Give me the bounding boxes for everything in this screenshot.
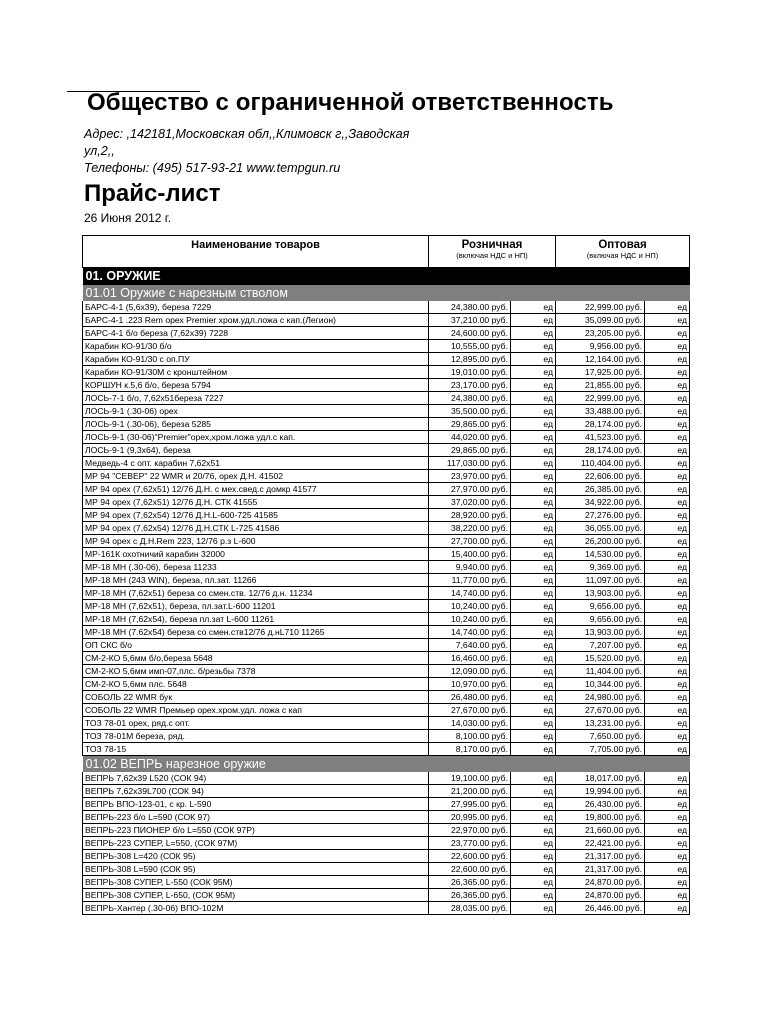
wholesale-price: 13,231.00 руб. [556, 717, 645, 730]
wholesale-price: 18,017.00 руб. [556, 772, 645, 785]
wholesale-unit: ед [645, 678, 690, 691]
retail-price: 38,220.00 руб. [429, 522, 511, 535]
product-name: БАРС-4-1 .223 Rem орех Premier хром.удл.ложа с кап.(Легион) [83, 314, 429, 327]
header-wholesale-label: Оптовая [598, 239, 647, 251]
retail-unit: ед [511, 444, 556, 457]
retail-unit: ед [511, 522, 556, 535]
retail-price: 23,170.00 руб. [429, 379, 511, 392]
retail-unit: ед [511, 327, 556, 340]
address-line-2: ул,2,, [84, 144, 115, 158]
wholesale-price: 41,523.00 руб. [556, 431, 645, 444]
wholesale-unit: ед [645, 665, 690, 678]
table-row [83, 785, 690, 798]
wholesale-unit: ед [645, 626, 690, 639]
product-name: ВЕПРЬ-223 СУПЕР, L=550, (СОК 97М) [83, 837, 429, 850]
retail-unit: ед [511, 548, 556, 561]
retail-price: 8,170.00 руб. [429, 743, 511, 756]
product-name: ВЕПРЬ-223 ПИОНЕР б/о L=550 (СОК 97Р) [83, 824, 429, 837]
wholesale-price: 24,870.00 руб. [556, 889, 645, 902]
retail-price: 27,670.00 руб. [429, 704, 511, 717]
retail-unit: ед [511, 902, 556, 915]
table-row [83, 798, 690, 811]
retail-price: 22,600.00 руб. [429, 863, 511, 876]
wholesale-unit: ед [645, 743, 690, 756]
retail-unit: ед [511, 863, 556, 876]
group-title: 01.01 Оружие с нарезным стволом [83, 285, 690, 301]
wholesale-price: 21,317.00 руб. [556, 850, 645, 863]
retail-unit: ед [511, 314, 556, 327]
retail-price: 10,555.00 руб. [429, 340, 511, 353]
product-name: МР 94 орех (7,62х54) 12/76 Д.Н.L-600-725 41585 [83, 509, 429, 522]
retail-price: 24,380.00 руб. [429, 392, 511, 405]
retail-unit: ед [511, 340, 556, 353]
wholesale-price: 26,385.00 руб. [556, 483, 645, 496]
wholesale-unit: ед [645, 639, 690, 652]
table-row [83, 314, 690, 327]
table-row [83, 457, 690, 470]
wholesale-price: 28,174.00 руб. [556, 418, 645, 431]
wholesale-price: 13,903.00 руб. [556, 626, 645, 639]
category-title: 01. ОРУЖИЕ [83, 268, 690, 286]
table-row [83, 639, 690, 652]
table-row [83, 470, 690, 483]
table-row [83, 600, 690, 613]
wholesale-price: 27,670.00 руб. [556, 704, 645, 717]
product-name: ЛОСЬ-9-1 (.30-06) орех [83, 405, 429, 418]
header-retail-label: Розничная [461, 239, 523, 251]
wholesale-price: 21,855.00 руб. [556, 379, 645, 392]
product-name: ЛОСЬ-9-1 (30-06)"Premier"орех,хром.ложа удл.с кап. [83, 431, 429, 444]
wholesale-unit: ед [645, 418, 690, 431]
product-name: ТОЗ 78-15 [83, 743, 429, 756]
table-row [83, 691, 690, 704]
group-row [83, 756, 690, 773]
table-row [83, 902, 690, 915]
product-name: МР-18 МН (7,62х51), береза, пл.зат.L-600 11201 [83, 600, 429, 613]
wholesale-unit: ед [645, 561, 690, 574]
retail-unit: ед [511, 730, 556, 743]
table-row [83, 837, 690, 850]
retail-price: 15,400.00 руб. [429, 548, 511, 561]
product-name: СМ-2-КО 5,6мм имп-07,плс. б/резьбы 7378 [83, 665, 429, 678]
wholesale-unit: ед [645, 902, 690, 915]
price-date: 26 Июня 2012 г. [84, 211, 172, 225]
retail-price: 22,970.00 руб. [429, 824, 511, 837]
table-row [83, 876, 690, 889]
table-header [83, 236, 690, 268]
table-row [83, 535, 690, 548]
retail-price: 37,210.00 руб. [429, 314, 511, 327]
wholesale-price: 21,317.00 руб. [556, 863, 645, 876]
wholesale-unit: ед [645, 522, 690, 535]
retail-price: 27,995.00 руб. [429, 798, 511, 811]
wholesale-unit: ед [645, 824, 690, 837]
retail-unit: ед [511, 785, 556, 798]
wholesale-unit: ед [645, 327, 690, 340]
wholesale-unit: ед [645, 691, 690, 704]
wholesale-unit: ед [645, 772, 690, 785]
product-name: ВЕПРЬ ВПО-123-01, с кр. L-590 [83, 798, 429, 811]
table-row [83, 366, 690, 379]
product-name: Карабин КО-91/30М с кронштейном [83, 366, 429, 379]
wholesale-price: 34,922.00 руб. [556, 496, 645, 509]
wholesale-unit: ед [645, 509, 690, 522]
header-name: Наименование товаров [83, 236, 429, 268]
retail-unit: ед [511, 301, 556, 314]
wholesale-price: 11,404.00 руб. [556, 665, 645, 678]
retail-price: 29,865.00 руб. [429, 444, 511, 457]
wholesale-unit: ед [645, 470, 690, 483]
wholesale-unit: ед [645, 548, 690, 561]
table-row [83, 704, 690, 717]
retail-price: 37,020.00 руб. [429, 496, 511, 509]
wholesale-unit: ед [645, 837, 690, 850]
product-name: МР 94 орех с Д.Н.Rem 223, 12/76 р.з L-600 [83, 535, 429, 548]
table-row [83, 626, 690, 639]
retail-unit: ед [511, 392, 556, 405]
retail-price: 117,030.00 руб. [429, 457, 511, 470]
header-retail-sub: (включая НДС и НП) [456, 251, 528, 260]
retail-price: 24,600.00 руб. [429, 327, 511, 340]
retail-unit: ед [511, 574, 556, 587]
wholesale-price: 9,656.00 руб. [556, 613, 645, 626]
product-name: ОП СКС б/о [83, 639, 429, 652]
retail-price: 20,995.00 руб. [429, 811, 511, 824]
table-row [83, 652, 690, 665]
product-name: СМ-2-КО 5,6мм б/о,береза 5648 [83, 652, 429, 665]
retail-price: 26,365.00 руб. [429, 889, 511, 902]
wholesale-price: 33,488.00 руб. [556, 405, 645, 418]
retail-price: 27,970.00 руб. [429, 483, 511, 496]
wholesale-price: 22,421.00 руб. [556, 837, 645, 850]
wholesale-unit: ед [645, 704, 690, 717]
wholesale-price: 28,174.00 руб. [556, 444, 645, 457]
address-line: Адрес: ,142181,Московская обл,,Климовск г,,Заводская [84, 127, 410, 141]
product-name: МР 94 орех (7,62х51) 12/76 Д.Н. СТК 41555 [83, 496, 429, 509]
retail-unit: ед [511, 876, 556, 889]
wholesale-price: 14,530.00 руб. [556, 548, 645, 561]
retail-price: 10,970.00 руб. [429, 678, 511, 691]
retail-unit: ед [511, 798, 556, 811]
product-name: ВЕПРЬ 7,62х39 L520 (СОК 94) [83, 772, 429, 785]
table-row [83, 743, 690, 756]
wholesale-price: 27,276.00 руб. [556, 509, 645, 522]
table-row [83, 509, 690, 522]
product-name: ВЕПРЬ-Хантер (.30-06) ВПО-102М [83, 902, 429, 915]
retail-unit: ед [511, 470, 556, 483]
product-name: Карабин КО-91/30 б/о [83, 340, 429, 353]
retail-unit: ед [511, 353, 556, 366]
product-name: БАРС-4-1 б/о береза (7,62х39) 7228 [83, 327, 429, 340]
wholesale-unit: ед [645, 587, 690, 600]
wholesale-unit: ед [645, 876, 690, 889]
wholesale-unit: ед [645, 600, 690, 613]
product-name: ВЕПРЬ-308 СУПЕР, L-550 (СОК 95М) [83, 876, 429, 889]
table-row [83, 327, 690, 340]
wholesale-price: 7,650.00 руб. [556, 730, 645, 743]
wholesale-unit: ед [645, 340, 690, 353]
wholesale-price: 23,205.00 руб. [556, 327, 645, 340]
wholesale-unit: ед [645, 535, 690, 548]
retail-unit: ед [511, 496, 556, 509]
retail-unit: ед [511, 704, 556, 717]
wholesale-unit: ед [645, 850, 690, 863]
wholesale-unit: ед [645, 301, 690, 314]
wholesale-price: 12,164.00 руб. [556, 353, 645, 366]
retail-price: 23,770.00 руб. [429, 837, 511, 850]
retail-price: 9,940.00 руб. [429, 561, 511, 574]
product-name: МР-18 МН (7,62х51) береза со смен.ств. 12/76 д.н. 11234 [83, 587, 429, 600]
table-row [83, 665, 690, 678]
retail-unit: ед [511, 639, 556, 652]
retail-price: 29,865.00 руб. [429, 418, 511, 431]
table-row [83, 483, 690, 496]
wholesale-price: 22,999.00 руб. [556, 392, 645, 405]
table-row [83, 353, 690, 366]
product-name: БАРС-4-1 (5,6х39), береза 7229 [83, 301, 429, 314]
retail-unit: ед [511, 600, 556, 613]
table-row [83, 379, 690, 392]
retail-price: 12,090.00 руб. [429, 665, 511, 678]
header-wholesale [556, 236, 690, 268]
retail-price: 44,020.00 руб. [429, 431, 511, 444]
product-name: Карабин КО-91/30 с оп.ПУ [83, 353, 429, 366]
group-row [83, 285, 690, 301]
wholesale-price: 26,430.00 руб. [556, 798, 645, 811]
wholesale-price: 35,099.00 руб. [556, 314, 645, 327]
wholesale-price: 22,606.00 руб. [556, 470, 645, 483]
price-table [82, 235, 690, 915]
wholesale-price: 13,903.00 руб. [556, 587, 645, 600]
retail-unit: ед [511, 457, 556, 470]
retail-price: 14,030.00 руб. [429, 717, 511, 730]
retail-unit: ед [511, 743, 556, 756]
table-row [83, 772, 690, 785]
wholesale-price: 11,097.00 руб. [556, 574, 645, 587]
table-row [83, 811, 690, 824]
table-row [83, 340, 690, 353]
retail-unit: ед [511, 811, 556, 824]
retail-price: 19,100.00 руб. [429, 772, 511, 785]
table-row [83, 574, 690, 587]
wholesale-unit: ед [645, 483, 690, 496]
retail-price: 10,240.00 руб. [429, 600, 511, 613]
table-row [83, 889, 690, 902]
wholesale-unit: ед [645, 574, 690, 587]
retail-price: 16,460.00 руб. [429, 652, 511, 665]
table-row [83, 522, 690, 535]
retail-unit: ед [511, 691, 556, 704]
product-name: ВЕПРЬ-308 L=420 (СОК 95) [83, 850, 429, 863]
retail-price: 26,480.00 руб. [429, 691, 511, 704]
retail-price: 19,010.00 руб. [429, 366, 511, 379]
wholesale-unit: ед [645, 652, 690, 665]
group-title: 01.02 ВЕПРЬ нарезное оружие [83, 756, 690, 773]
retail-price: 8,100.00 руб. [429, 730, 511, 743]
table-row [83, 392, 690, 405]
header-retail [429, 236, 556, 268]
retail-price: 27,700.00 руб. [429, 535, 511, 548]
product-name: ЛОСЬ-7-1 б/о, 7,62х51береза 7227 [83, 392, 429, 405]
wholesale-unit: ед [645, 811, 690, 824]
product-name: Медведь-4 с опт. карабин 7,62х51 [83, 457, 429, 470]
retail-unit: ед [511, 772, 556, 785]
product-name: СОБОЛЬ 22 WMR бук [83, 691, 429, 704]
retail-price: 7,640.00 руб. [429, 639, 511, 652]
wholesale-unit: ед [645, 496, 690, 509]
product-name: ВЕПРЬ-308 СУПЕР, L-650, (СОК 95М) [83, 889, 429, 902]
product-name: МР 94 орех (7,62х51) 12/76 Д.Н. с мех.свед.с домкр 41577 [83, 483, 429, 496]
retail-price: 28,920.00 руб. [429, 509, 511, 522]
header-wholesale-sub: (включая НДС и НП) [586, 251, 659, 260]
wholesale-unit: ед [645, 717, 690, 730]
retail-unit: ед [511, 379, 556, 392]
wholesale-unit: ед [645, 379, 690, 392]
retail-price: 11,770.00 руб. [429, 574, 511, 587]
product-name: МР-18 МН (7,62х54), береза пл.зат L-600 11261 [83, 613, 429, 626]
table-row [83, 444, 690, 457]
retail-unit: ед [511, 626, 556, 639]
retail-price: 12,895.00 руб. [429, 353, 511, 366]
product-name: ЛОСЬ-9-1 (.30-06), береза 5285 [83, 418, 429, 431]
wholesale-unit: ед [645, 798, 690, 811]
wholesale-price: 7,705.00 руб. [556, 743, 645, 756]
wholesale-unit: ед [645, 405, 690, 418]
retail-price: 26,365.00 руб. [429, 876, 511, 889]
wholesale-price: 17,925.00 руб. [556, 366, 645, 379]
retail-unit: ед [511, 678, 556, 691]
page-title: Прайс-лист [84, 180, 221, 207]
product-name: МР-18 МН (243 WIN), береза, пл.зат. 11266 [83, 574, 429, 587]
wholesale-unit: ед [645, 366, 690, 379]
retail-price: 21,200.00 руб. [429, 785, 511, 798]
table-row [83, 561, 690, 574]
wholesale-unit: ед [645, 431, 690, 444]
company-name: Общество с ограниченной ответственность [87, 89, 614, 116]
product-name: ТОЗ 78-01М береза, ряд. [83, 730, 429, 743]
contact-block [84, 126, 409, 177]
wholesale-unit: ед [645, 785, 690, 798]
retail-unit: ед [511, 824, 556, 837]
product-name: ТОЗ 78-01 орех, ряд.с опт. [83, 717, 429, 730]
wholesale-price: 9,369.00 руб. [556, 561, 645, 574]
table-row [83, 301, 690, 314]
wholesale-unit: ед [645, 353, 690, 366]
table-row [83, 587, 690, 600]
retail-unit: ед [511, 587, 556, 600]
wholesale-unit: ед [645, 613, 690, 626]
wholesale-price: 24,980.00 руб. [556, 691, 645, 704]
product-name: МР-18 МН (.30-06), береза 11233 [83, 561, 429, 574]
retail-unit: ед [511, 613, 556, 626]
wholesale-price: 10,344.00 руб. [556, 678, 645, 691]
wholesale-price: 7,207.00 руб. [556, 639, 645, 652]
wholesale-price: 21,660.00 руб. [556, 824, 645, 837]
table-row [83, 730, 690, 743]
wholesale-price: 110,404.00 руб. [556, 457, 645, 470]
retail-unit: ед [511, 837, 556, 850]
product-name: МР 94 орех (7,62х54) 12/76 Д.Н.СТК L-725 41586 [83, 522, 429, 535]
retail-price: 22,600.00 руб. [429, 850, 511, 863]
category-row [83, 268, 690, 286]
table-row [83, 496, 690, 509]
wholesale-price: 24,870.00 руб. [556, 876, 645, 889]
retail-price: 10,240.00 руб. [429, 613, 511, 626]
product-name: МР-161К охотничий карабин 32000 [83, 548, 429, 561]
retail-unit: ед [511, 717, 556, 730]
wholesale-price: 9,956.00 руб. [556, 340, 645, 353]
retail-unit: ед [511, 535, 556, 548]
table-row [83, 613, 690, 626]
retail-price: 24,380.00 руб. [429, 301, 511, 314]
table-row [83, 678, 690, 691]
wholesale-unit: ед [645, 392, 690, 405]
table-row [83, 863, 690, 876]
retail-unit: ед [511, 889, 556, 902]
product-name: ЛОСЬ-9-1 (9,3х64), береза [83, 444, 429, 457]
retail-price: 35,500.00 руб. [429, 405, 511, 418]
wholesale-unit: ед [645, 457, 690, 470]
product-name: СМ-2-КО 5,6мм плс. 5648 [83, 678, 429, 691]
phones-line: Телефоны: (495) 517-93-21 www.tempgun.ru [84, 161, 341, 175]
retail-unit: ед [511, 431, 556, 444]
table-row [83, 850, 690, 863]
wholesale-unit: ед [645, 444, 690, 457]
table-row [83, 548, 690, 561]
wholesale-price: 22,999.00 руб. [556, 301, 645, 314]
wholesale-price: 15,520.00 руб. [556, 652, 645, 665]
wholesale-unit: ед [645, 314, 690, 327]
wholesale-price: 26,200.00 руб. [556, 535, 645, 548]
product-name: ВЕПРЬ 7,62х39L700 (СОК 94) [83, 785, 429, 798]
wholesale-price: 19,994.00 руб. [556, 785, 645, 798]
table-row [83, 824, 690, 837]
product-name: МР 94 "СЕВЕР" 22 WMR и 20/76, орех Д.Н. 41502 [83, 470, 429, 483]
wholesale-price: 36,055.00 руб. [556, 522, 645, 535]
product-name: МР-18 МН (7.62х54) береза со смен.ств12/76 д.нL710 11265 [83, 626, 429, 639]
wholesale-price: 26,446.00 руб. [556, 902, 645, 915]
retail-unit: ед [511, 405, 556, 418]
retail-unit: ед [511, 418, 556, 431]
table-row [83, 418, 690, 431]
retail-price: 23,970.00 руб. [429, 470, 511, 483]
retail-price: 14,740.00 руб. [429, 587, 511, 600]
wholesale-unit: ед [645, 730, 690, 743]
table-row [83, 431, 690, 444]
retail-unit: ед [511, 509, 556, 522]
wholesale-unit: ед [645, 889, 690, 902]
retail-price: 14,740.00 руб. [429, 626, 511, 639]
wholesale-price: 9,656.00 руб. [556, 600, 645, 613]
wholesale-unit: ед [645, 863, 690, 876]
table-row [83, 405, 690, 418]
wholesale-price: 19,800.00 руб. [556, 811, 645, 824]
retail-unit: ед [511, 665, 556, 678]
product-name: КОРШУН к.5,6 б/о, береза 5794 [83, 379, 429, 392]
product-name: ВЕПРЬ-308 L=590 (СОК 95) [83, 863, 429, 876]
product-name: СОБОЛЬ 22 WMR Премьер орех.хром.удл. ложа с кап [83, 704, 429, 717]
retail-unit: ед [511, 561, 556, 574]
retail-unit: ед [511, 652, 556, 665]
retail-unit: ед [511, 366, 556, 379]
retail-unit: ед [511, 483, 556, 496]
product-name: ВЕПРЬ-223 б/о L=590 (СОК 97) [83, 811, 429, 824]
retail-unit: ед [511, 850, 556, 863]
retail-price: 28,035.00 руб. [429, 902, 511, 915]
table-row [83, 717, 690, 730]
